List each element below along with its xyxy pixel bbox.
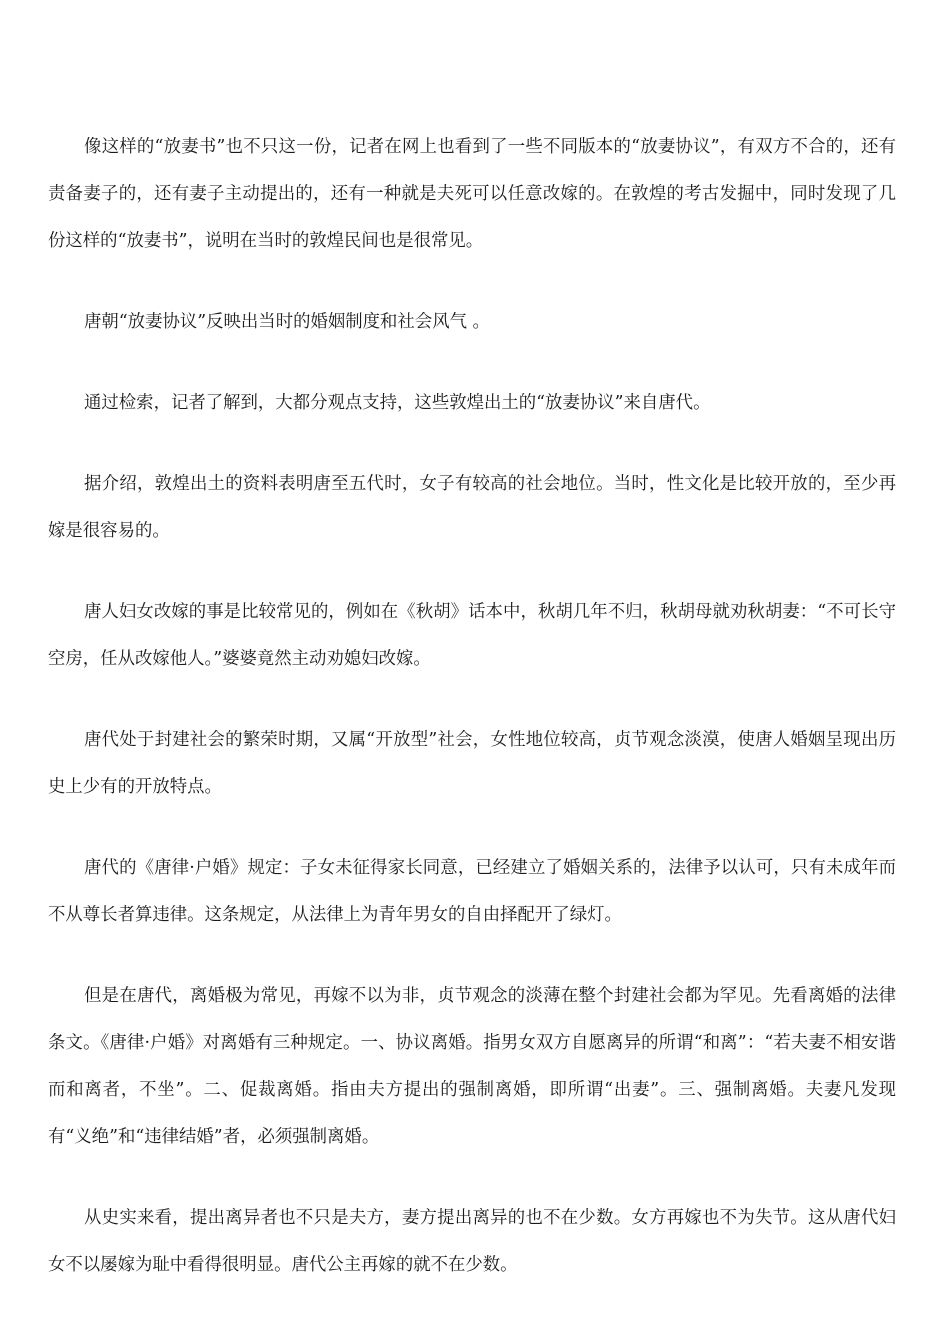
paragraph-6: 唐代处于封建社会的繁荣时期，又属“开放型”社会，女性地位较高，贞节观念淡漠，使唐人婚姻呈现出历史上少有的开放特点。 [48,730,896,797]
paragraph-9: 从史实来看，提出离异者也不只是夫方，妻方提出离异的也不在少数。女方再嫁也不为失节。这从唐代妇女不以屡嫁为耻中看得很明显。唐代公主再嫁的就不在少数。 [48,1208,896,1275]
paragraph-2: 唐朝“放妻协议”反映出当时的婚姻制度和社会风气 。 [84,312,490,332]
paragraph-3: 通过检索，记者了解到，大都分观点支持，这些敦煌出土的“放妻协议”来自唐代。 [84,393,711,413]
document-page [48,124,896,1323]
paragraph-8: 但是在唐代，离婚极为常见，再嫁不以为非，贞节观念的淡薄在整个封建社会都为罕见。先看离婚的法律条文。《唐律·户婚》对离婚有三种规定。一、协议离婚。指男女双方自愿离异的所谓“和离”：“若夫妻不相安谐而和离者，不坐”。二、促裁离婚。指由夫方提出的强制离婚，即所谓“出妻”。三、强制离婚。夫妻凡发现有“义绝”和“违律结婚”者，必须强制离婚。 [48,986,896,1147]
paragraph-7: 唐代的《唐律·户婚》规定：子女未征得家长同意，已经建立了婚姻关系的，法律予以认可，只有未成年而不从尊长者算违律。这条规定，从法律上为青年男女的自由择配开了绿灯。 [48,858,896,925]
paragraph-1: 像这样的“放妻书”也不只这一份，记者在网上也看到了一些不同版本的“放妻协议”，有双方不合的，还有责备妻子的，还有妻子主动提出的，还有一种就是夫死可以任意改嫁的。在敦煌的考古发掘中，同时发现了几份这样的“放妻书”，说明在当时的敦煌民间也是很常见。 [48,137,896,251]
paragraph-5: 唐人妇女改嫁的事是比较常见的，例如在《秋胡》话本中，秋胡几年不归，秋胡母就劝秋胡妻：“不可长守空房，任从改嫁他人。”婆婆竟然主动劝媳妇改嫁。 [48,602,896,669]
paragraph-4: 据介绍，敦煌出土的资料表明唐至五代时，女子有较高的社会地位。当时，性文化是比较开放的，至少再嫁是很容易的。 [48,474,896,541]
